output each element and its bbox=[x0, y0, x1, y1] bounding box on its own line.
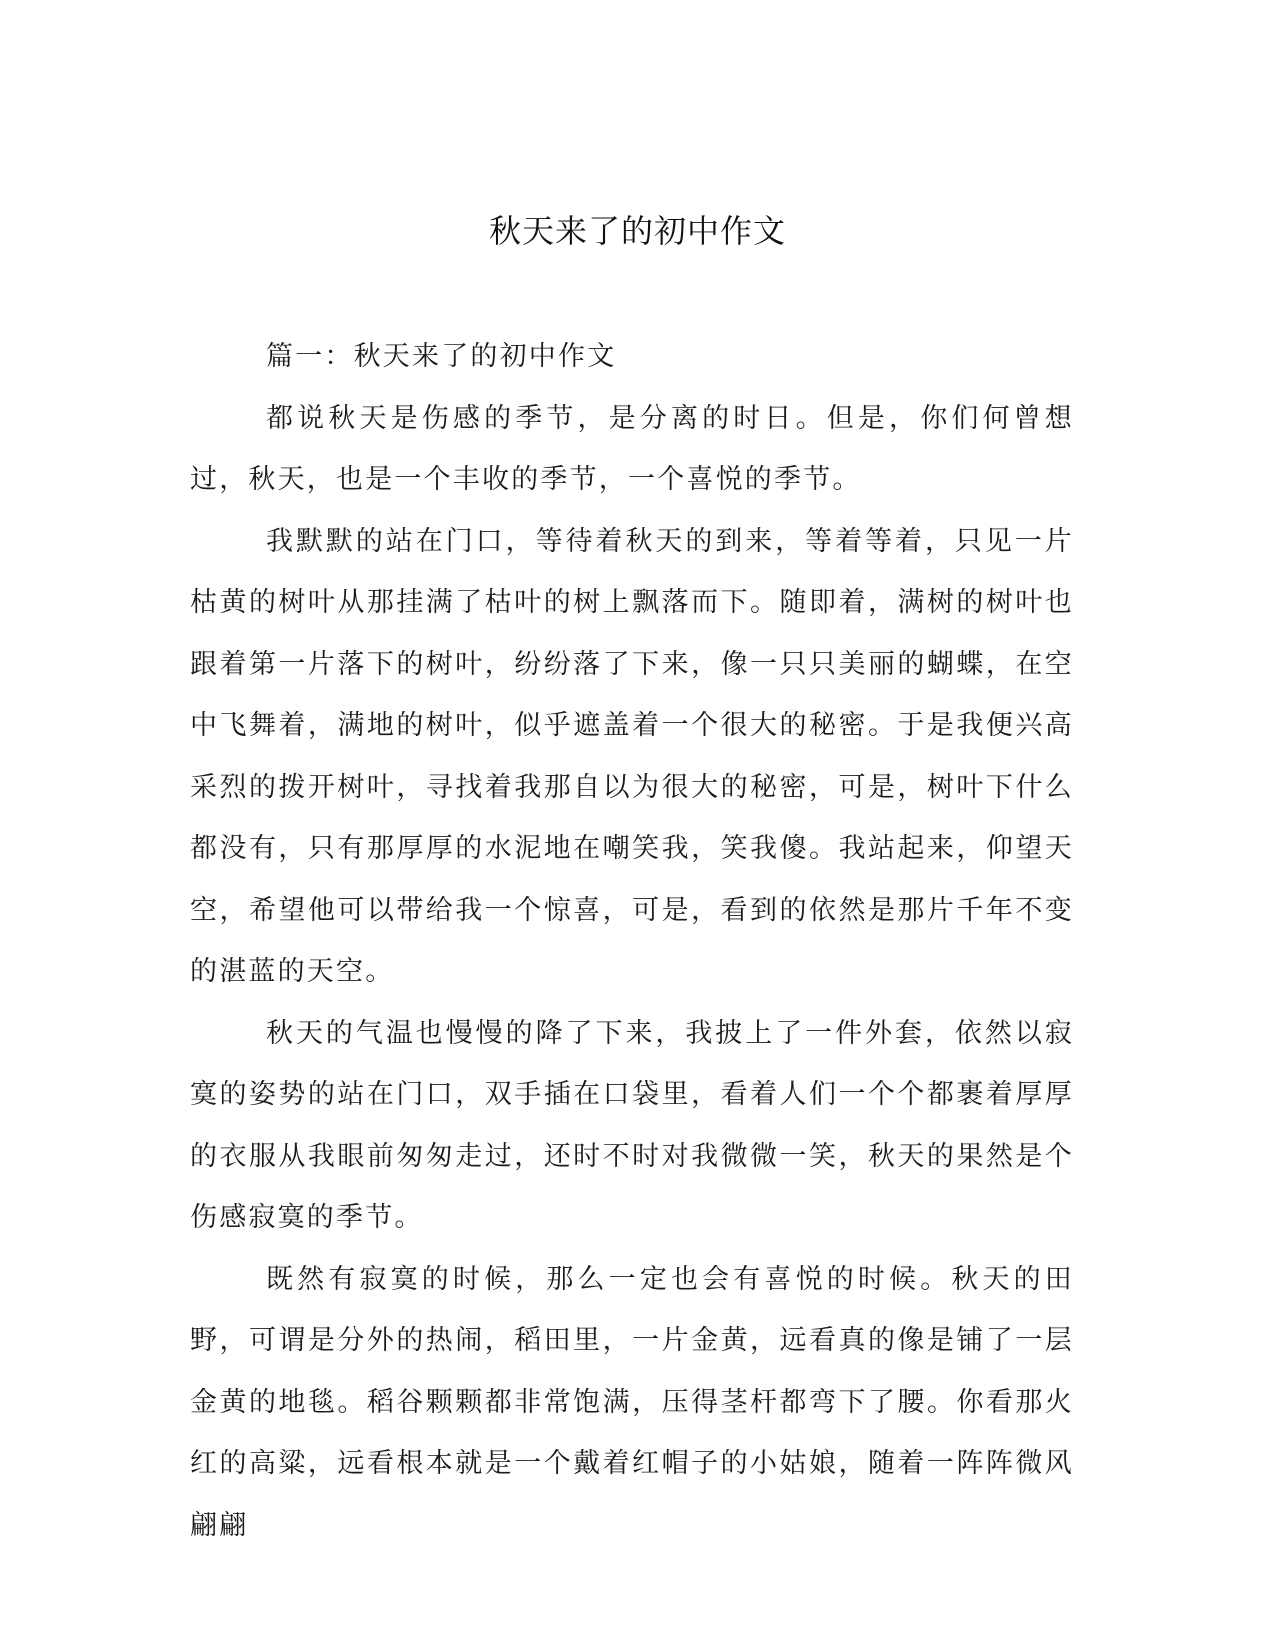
section-heading: 篇一：秋天来了的初中作文 bbox=[266, 341, 617, 372]
document-body bbox=[190, 326, 1074, 1556]
paragraph: 既然有寂寞的时候，那么一定也会有喜悦的时候。秋天的田野，可谓是分外的热闹，稻田里，一片金黄，远看真的像是铺了一层金黄的地毯。稻谷颗颗都非常饱满，压得茎杆都弯下了腰。你看那火红的高粱，远看根本就是一个戴着红帽子的小姑娘，随着一阵阵微风翩翩 bbox=[190, 1263, 1074, 1541]
document-title: 秋天来了的初中作文 bbox=[488, 212, 786, 250]
paragraph: 秋天的气温也慢慢的降了下来，我披上了一件外套，依然以寂寞的姿势的站在门口，双手插在口袋里，看着人们一个个都裹着厚厚的衣服从我眼前匆匆走过，还时不时对我微微一笑，秋天的果然是个伤感寂寞的季节。 bbox=[190, 1017, 1074, 1233]
paragraph: 都说秋天是伤感的季节，是分离的时日。但是，你们何曾想过，秋天，也是一个丰收的季节，一个喜悦的季节。 bbox=[190, 402, 1074, 495]
paragraph: 我默默的站在门口，等待着秋天的到来，等着等着，只见一片枯黄的树叶从那挂满了枯叶的树上飘落而下。随即着，满树的树叶也跟着第一片落下的树叶，纷纷落了下来，像一只只美丽的蝴蝶，在空中飞舞着，满地的树叶，似乎遮盖着一个很大的秘密。于是我便兴高采烈的拨开树叶，寻找着我那自以为很大的秘密，可是，树叶下什么都没有，只有那厚厚的水泥地在嘲笑我，笑我傻。我站起来，仰望天空，希望他可以带给我一个惊喜，可是，看到的依然是那片千年不变的湛蓝的天空。 bbox=[190, 525, 1074, 987]
